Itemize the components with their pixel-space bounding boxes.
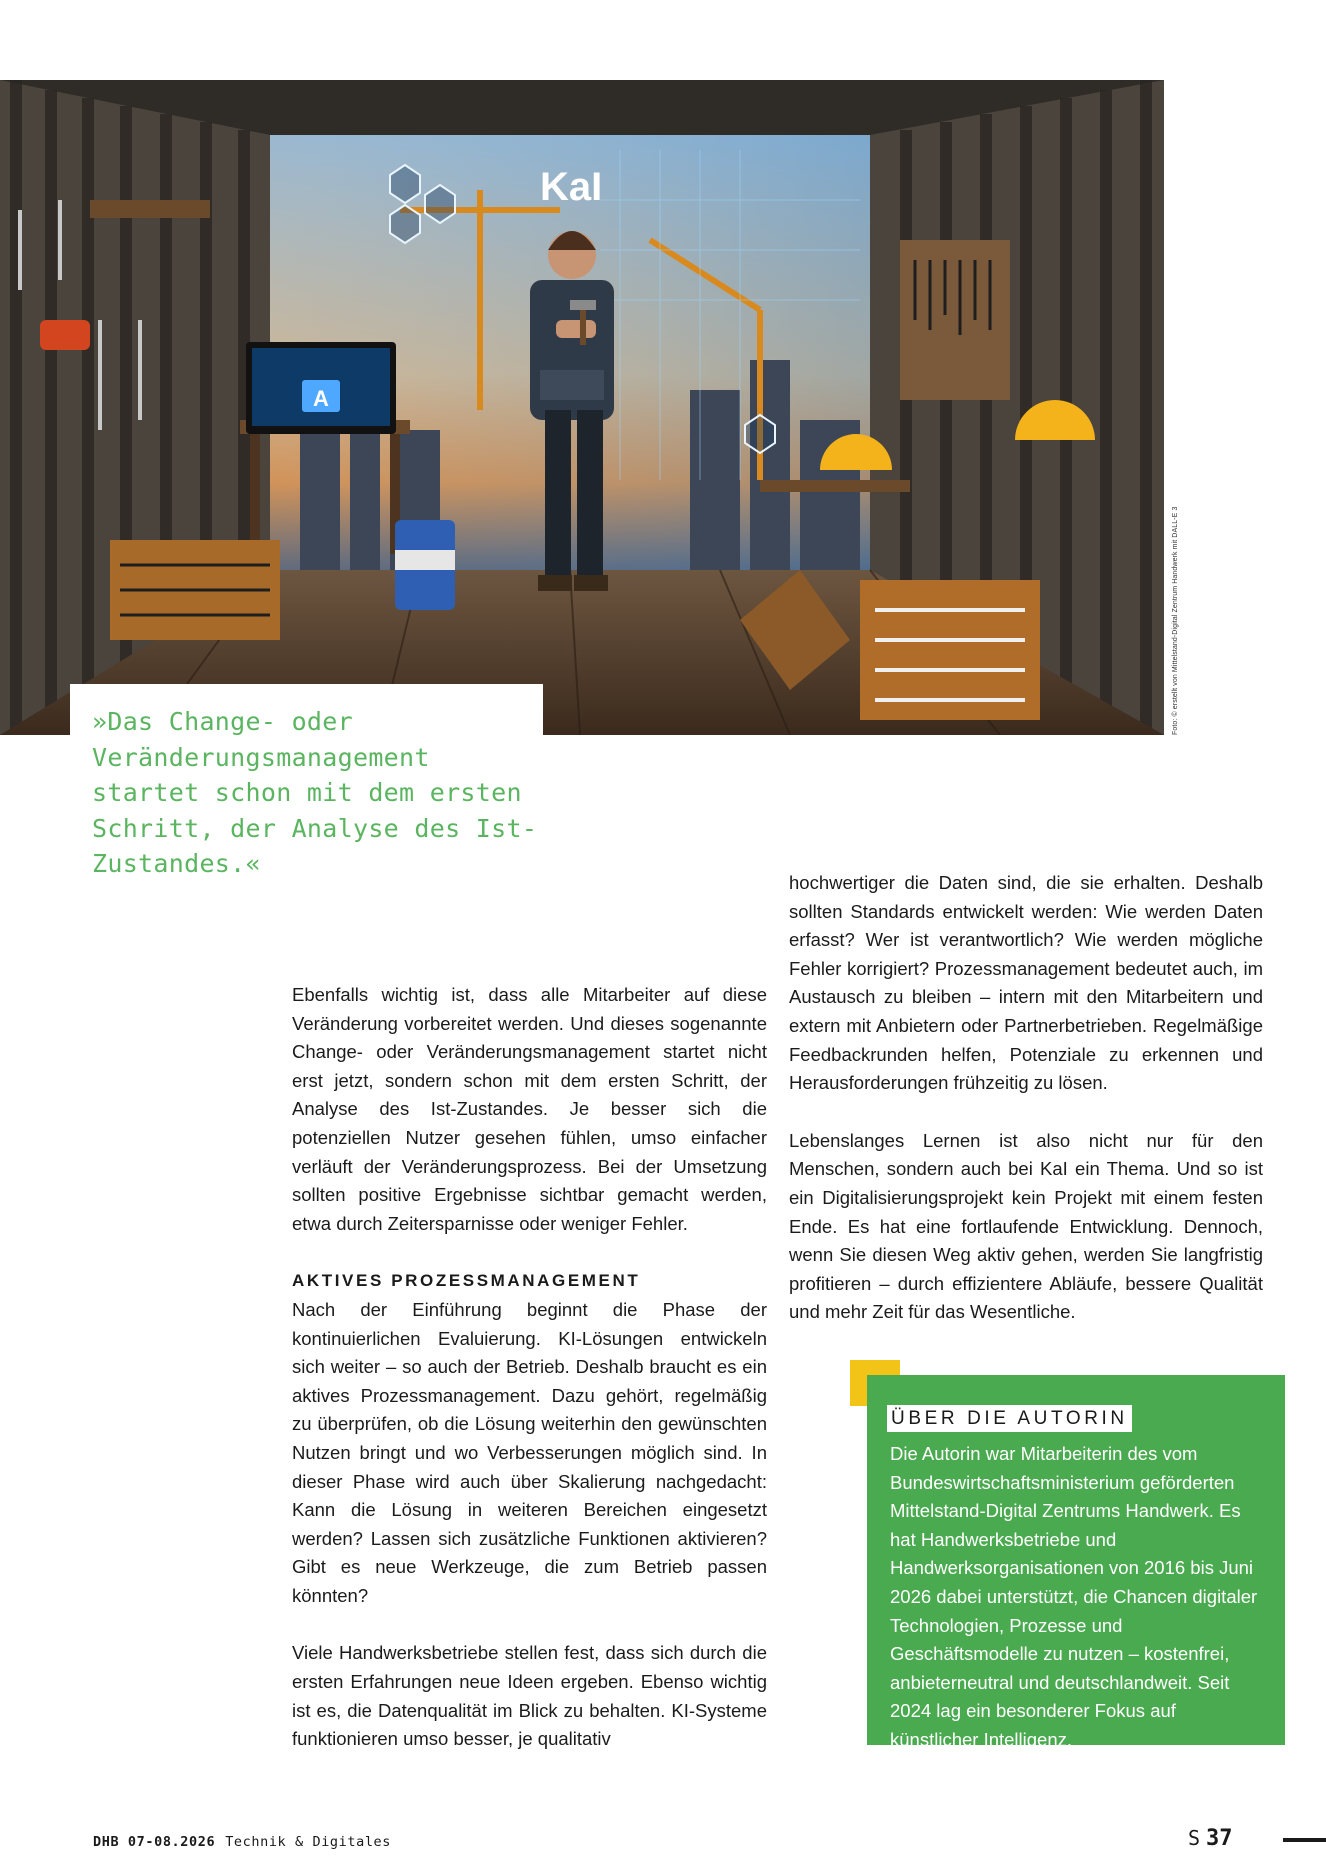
article-column-right (789, 869, 1263, 1327)
paragraph-standards: hochwertiger die Daten sind, die sie erhalten. Deshalb sollten Standards entwickelt werden: Wie werden Daten erfasst? Wer ist verantwortlich? Wie werden mögliche Fehler korrigiert? Prozessmanagement bedeutet auch, im Austausch zu bleiben – intern mit den Mitarbeitern und extern mit Anbietern oder Partnerbetrieben. Regelmäßige Feedbackrunden helfen, Potenziale zu erkennen und Herausforderungen frühzeitig zu lösen. (789, 872, 1263, 1094)
footer-issue-info (93, 1834, 391, 1850)
footer-section: Technik & Digitales (225, 1834, 392, 1850)
hologram-label: KaI (540, 165, 603, 209)
paragraph-lebenslanges-lernen: Lebenslanges Lernen ist also nicht nur für den Menschen, sondern auch bei KaI ein Thema. Und so ist ein Digitalisierungsprojekt kein Projekt mit einem festen Ende. Es hat eine fortlaufende Entwicklung. Dennoch, wenn Sie diesen Weg aktiv gehen, werden Sie langfristig profitieren – durch effizientere Abläufe, bessere Qualität und mehr Zeit für das Wesentliche. (789, 1129, 1263, 1323)
footer-rule (1283, 1838, 1326, 1842)
article-column-left (292, 981, 767, 1754)
page-number: 37 (1206, 1826, 1233, 1851)
footer-page (1188, 1826, 1233, 1851)
subheading-aktives-prozessmanagement: AKTIVES PROZESSMANAGEMENT (292, 1271, 641, 1291)
paragraph-evaluierung: Nach der Einführung beginnt die Phase der kontinuierlichen Evaluierung. KI-Lösungen entwickeln sich weiter – so auch der Betrieb. Deshalb braucht es ein aktives Prozessmanagement. Dazu gehört, regelmäßig zu überprüfen, ob die Lösung weiterhin den gewünschten Nutzen bringt und wo Verbesserungen möglich sind. In dieser Phase wird auch über Skalierung nachgedacht: Kann die Lösung in weiteren Bereichen eingesetzt werden? Lassen sich zusätzliche Funktionen aktivieren? Gibt es neue Werkzeuge, die zum Betrieb passen könnten? (292, 1298, 767, 1606)
paragraph-change-management: Ebenfalls wichtig ist, dass alle Mitarbeiter auf diese Veränderung vorbereitet werden. Und dieses sogenannte Change- oder Veränderungsmanagement startet nicht erst jetzt, sondern schon mit dem ersten Schritt, der Analyse des Ist-Zustandes. Je besser sich die potenziellen Nutzer gesehen fühlen, umso einfacher verläuft der Veränderungsprozess. Bei der Umsetzung sollten positive Ergebnisse sichtbar gemacht werden, etwa durch Zeitersparnisse oder weniger Fehler. (292, 984, 767, 1234)
page-prefix: S (1188, 1826, 1201, 1850)
photo-credit: Foto: © erstellt von Mittelstand-Digital Zentrum Handwerk mit DALL-E 3 (1172, 506, 1179, 735)
workshop-illustration (0, 80, 1164, 735)
monitor-lock-badge: A (313, 386, 329, 411)
pull-quote: »Das Change- oder Veränderungsmanagement startet schon mit dem ersten Schritt, der Analyse des Ist-Zustandes.« (92, 707, 538, 878)
paragraph-datenqualitaet: Viele Handwerksbetriebe stellen fest, dass sich durch die ersten Erfahrungen neue Ideen ergeben. Ebenso wichtig ist es, die Datenqualität im Blick zu behalten. KI-Systeme funktionieren umso besser, je qualitativ (292, 1642, 767, 1750)
author-box-text: Die Autorin war Mitarbeiterin des vom Bundeswirtschaftsministerium geförderten Mittelstand-Digital Zentrums Handwerk. Es hat Handwerksbetriebe und Handwerksorganisationen von 2016 bis Juni 2026 dabei unterstützt, die Chancen digitaler Technologien, Prozesse und Geschäftsmodelle zu nutzen – kostenfrei, anbieterneutral und deutschlandweit. Seit 2024 lag ein besonderer Fokus auf künstlicher Intelligenz. (890, 1443, 1258, 1750)
footer-issue: DHB 07-08.2026 (93, 1834, 216, 1850)
author-box-title: ÜBER DIE AUTORIN (887, 1405, 1132, 1432)
hero-image (0, 80, 1164, 735)
pull-quote-box (70, 684, 543, 884)
author-info-box (867, 1375, 1285, 1750)
